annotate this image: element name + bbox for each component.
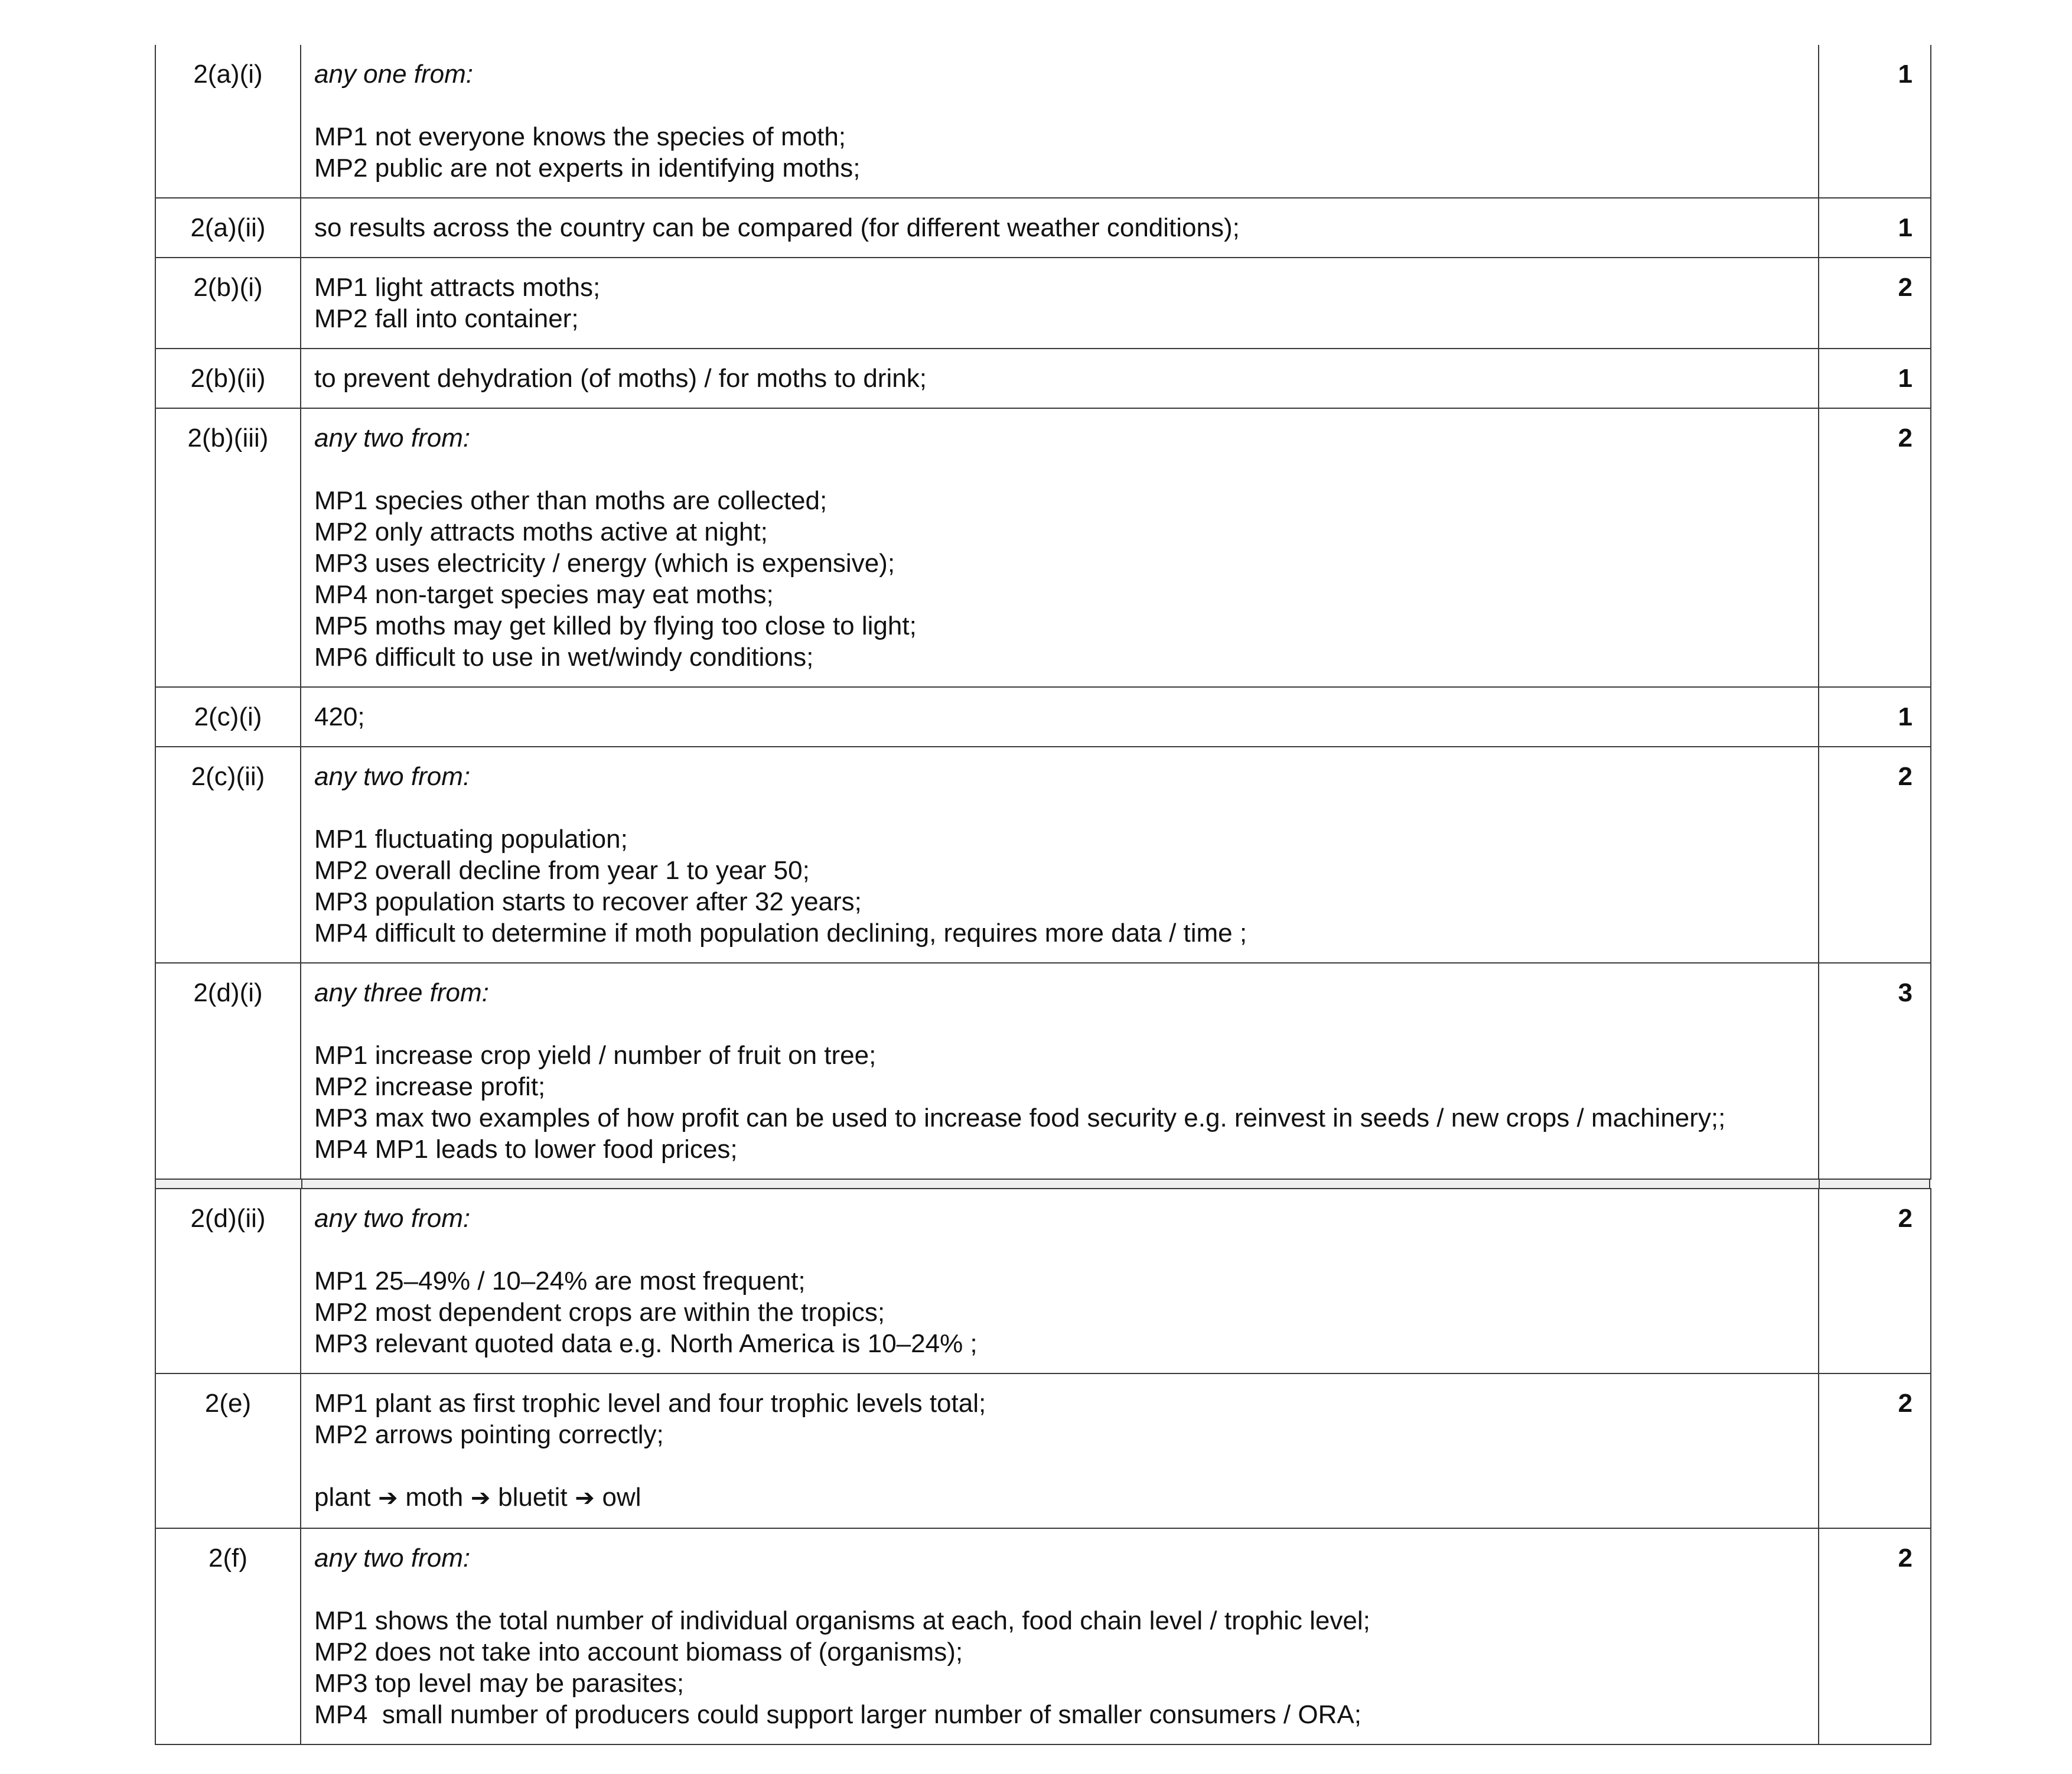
- question-number-cell: [155, 963, 301, 1179]
- answer-instruction: any two from:: [314, 1544, 471, 1573]
- table-row: [155, 408, 1931, 687]
- question-number: 2(a)(i): [193, 60, 263, 89]
- marks-value: 2: [1898, 1389, 1913, 1418]
- marking-point: MP2 most dependent crops are within the tropics;: [314, 1298, 885, 1327]
- question-number-cell: [155, 687, 301, 747]
- mark-scheme-page: [155, 45, 1930, 1745]
- answer-cell: [301, 408, 1819, 687]
- answer-cell: [301, 1189, 1819, 1373]
- answer-cell: [301, 1528, 1819, 1744]
- answer-cell: [301, 687, 1819, 747]
- marking-point: MP1 plant as first trophic level and four trophic levels total;: [314, 1389, 986, 1418]
- marking-point: MP1 light attracts moths;: [314, 273, 601, 302]
- table-row: [155, 1189, 1931, 1373]
- marks-value: 2: [1898, 424, 1913, 453]
- question-number: 2(b)(iii): [187, 424, 269, 453]
- table-row: [155, 258, 1931, 349]
- answer-cell: [301, 963, 1819, 1179]
- answer-instruction: any one from:: [314, 60, 474, 89]
- question-number: 2(a)(ii): [190, 213, 266, 242]
- marking-point: MP2 increase profit;: [314, 1072, 546, 1101]
- question-number-cell: [155, 349, 301, 408]
- marks-cell: [1819, 198, 1931, 258]
- question-number: 2(b)(ii): [190, 364, 266, 393]
- marks-cell: [1819, 258, 1931, 349]
- mark-scheme-table-part-2: [155, 1188, 1931, 1745]
- food-chain: [314, 1482, 1818, 1514]
- table-row: [155, 198, 1931, 258]
- answer-instruction: any two from:: [314, 424, 471, 453]
- answer-cell: [301, 198, 1819, 258]
- marking-point: MP4 small number of producers could support larger number of smaller consumers / ORA;: [314, 1700, 1361, 1729]
- answer-cell: [301, 1373, 1819, 1528]
- marks-cell: [1819, 747, 1931, 963]
- food-chain-organism: moth: [405, 1483, 464, 1512]
- question-number: 2(c)(ii): [191, 762, 265, 791]
- marking-point: MP2 fall into container;: [314, 304, 579, 333]
- marks-value: 2: [1898, 273, 1913, 302]
- answer-cell: [301, 349, 1819, 408]
- answer-cell: [301, 45, 1819, 198]
- marks-cell: [1819, 1528, 1931, 1744]
- question-number: 2(c)(i): [194, 702, 262, 731]
- right-arrow-icon: ➔: [463, 1485, 499, 1512]
- right-arrow-icon: ➔: [370, 1485, 406, 1512]
- table-row: [155, 747, 1931, 963]
- marking-point: MP2 overall decline from year 1 to year 50;: [314, 856, 810, 885]
- question-number-cell: [155, 258, 301, 349]
- marks-value: 1: [1898, 60, 1913, 89]
- answer-instruction: any two from:: [314, 1204, 471, 1233]
- marking-point: MP4 difficult to determine if moth population declining, requires more data / time ;: [314, 919, 1247, 948]
- marking-point: to prevent dehydration (of moths) / for moths to drink;: [314, 364, 927, 393]
- marking-point: MP2 arrows pointing correctly;: [314, 1420, 664, 1449]
- marks-value: 3: [1898, 978, 1913, 1007]
- marking-point: MP5 moths may get killed by flying too close to light;: [314, 611, 917, 640]
- question-number: 2(d)(i): [193, 978, 263, 1007]
- marks-value: 2: [1898, 1204, 1913, 1233]
- marking-point: MP1 species other than moths are collected;: [314, 486, 828, 515]
- food-chain-organism: bluetit: [498, 1483, 568, 1512]
- marks-cell: [1819, 687, 1931, 747]
- marking-point: MP1 fluctuating population;: [314, 825, 628, 854]
- table-row: [155, 1373, 1931, 1528]
- marks-cell: [1819, 963, 1931, 1179]
- answer-instruction: any three from:: [314, 978, 489, 1007]
- marking-point: MP1 shows the total number of individual organisms at each, food chain level / trophic level;: [314, 1606, 1370, 1635]
- marking-point: MP1 increase crop yield / number of fruit on tree;: [314, 1041, 877, 1070]
- marking-point: MP2 public are not experts in identifying moths;: [314, 154, 861, 183]
- marking-point: so results across the country can be compared (for different weather conditions);: [314, 213, 1240, 242]
- mark-scheme-table-part-1: [155, 45, 1931, 1180]
- right-arrow-icon: ➔: [567, 1485, 602, 1512]
- table-row: [155, 45, 1931, 198]
- marking-point: 420;: [314, 702, 365, 731]
- marking-point: MP3 uses electricity / energy (which is expensive);: [314, 549, 895, 578]
- table-row: [155, 1528, 1931, 1744]
- marking-point: MP4 MP1 leads to lower food prices;: [314, 1135, 738, 1164]
- table-row: [155, 687, 1931, 747]
- marks-cell: [1819, 45, 1931, 198]
- table-row: [155, 349, 1931, 408]
- marks-value: 1: [1898, 213, 1913, 242]
- marking-point: MP6 difficult to use in wet/windy conditions;: [314, 643, 814, 672]
- answer-cell: [301, 747, 1819, 963]
- question-number-cell: [155, 1373, 301, 1528]
- marks-cell: [1819, 1373, 1931, 1528]
- question-number: 2(b)(i): [193, 273, 263, 302]
- question-number-cell: [155, 198, 301, 258]
- marking-point: MP1 25–49% / 10–24% are most frequent;: [314, 1267, 806, 1295]
- marks-value: 2: [1898, 762, 1913, 791]
- marks-cell: [1819, 1189, 1931, 1373]
- marks-value: 2: [1898, 1544, 1913, 1573]
- question-number-cell: [155, 408, 301, 687]
- question-number-cell: [155, 45, 301, 198]
- marks-cell: [1819, 408, 1931, 687]
- marking-point: MP4 non-target species may eat moths;: [314, 580, 774, 609]
- table-page-break-divider: [155, 1180, 1930, 1188]
- question-number: 2(e): [204, 1389, 252, 1418]
- marking-point: MP3 top level may be parasites;: [314, 1669, 685, 1698]
- answer-cell: [301, 258, 1819, 349]
- question-number: 2(d)(ii): [190, 1204, 266, 1233]
- food-chain-organism: plant: [314, 1483, 371, 1512]
- marks-value: 1: [1898, 364, 1913, 393]
- table-row: [155, 963, 1931, 1179]
- marking-point: MP1 not everyone knows the species of moth;: [314, 122, 846, 151]
- marks-cell: [1819, 349, 1931, 408]
- marking-point: MP3 relevant quoted data e.g. North America is 10–24% ;: [314, 1329, 978, 1358]
- answer-instruction: any two from:: [314, 762, 471, 791]
- marks-value: 1: [1898, 702, 1913, 731]
- question-number-cell: [155, 747, 301, 963]
- marking-point: MP3 max two examples of how profit can be used to increase food security e.g. reinvest in seeds / new crops / machinery;;: [314, 1104, 1726, 1132]
- marking-point: MP2 does not take into account biomass of (organisms);: [314, 1638, 963, 1666]
- food-chain-organism: owl: [602, 1483, 641, 1512]
- question-number-cell: [155, 1189, 301, 1373]
- question-number-cell: [155, 1528, 301, 1744]
- marking-point: MP2 only attracts moths active at night;: [314, 517, 768, 546]
- marking-point: MP3 population starts to recover after 32 years;: [314, 887, 862, 916]
- question-number: 2(f): [208, 1544, 247, 1573]
